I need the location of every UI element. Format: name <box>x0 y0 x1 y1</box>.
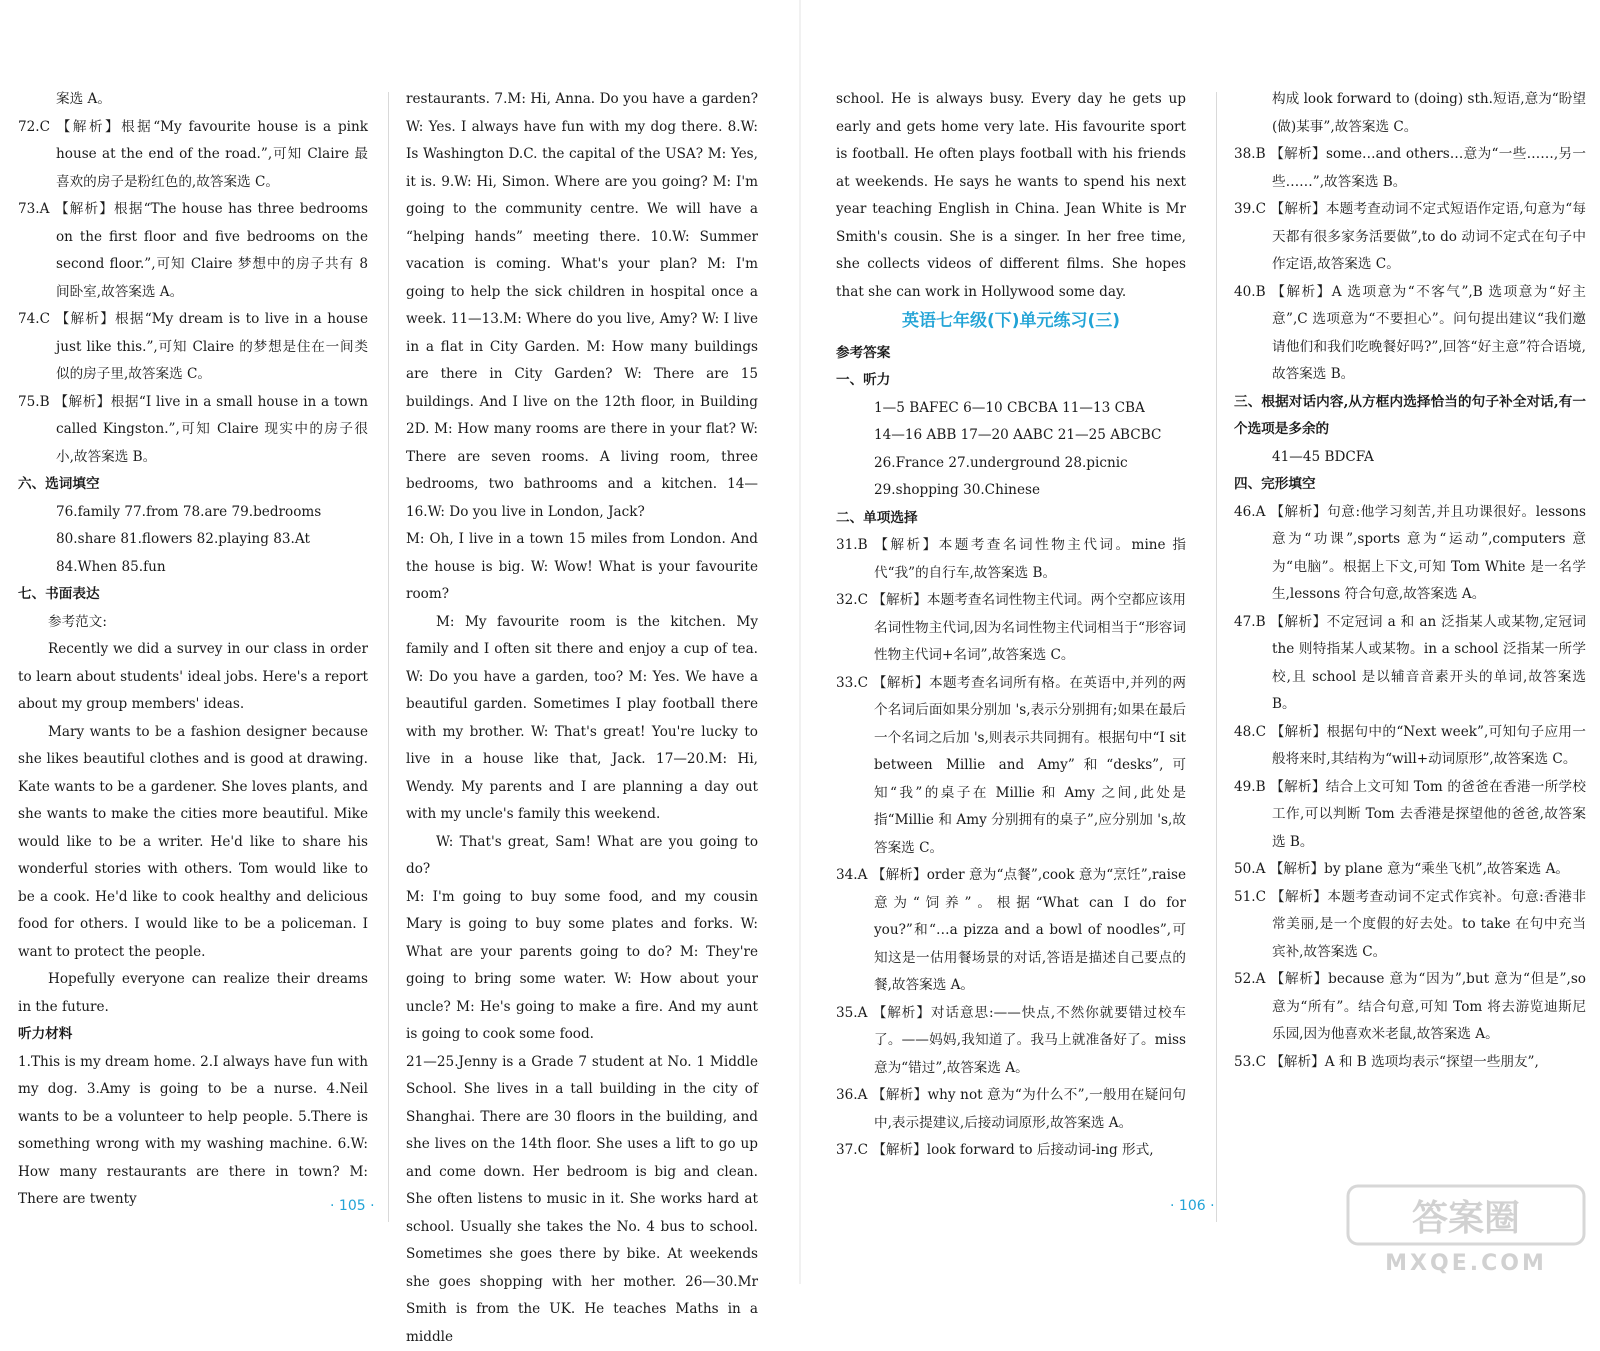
answer-paragraph: W: That's great, Sam! What are you going to do? <box>406 829 758 884</box>
section-heading: 七、书面表达 <box>18 581 368 609</box>
answer-paragraph: 73.A 【解析】根据“The house has three bedrooms on the first floor and five bedrooms on the second floor.”,可知 Claire 梦想中的房子共有 8 间卧室,故答案选 A。 <box>18 196 368 306</box>
answer-paragraph: 参考范文: <box>18 609 368 637</box>
answer-paragraph: 49.B 【解析】结合上文可知 Tom 的爸爸在香港一所学校工作,可以判断 Tom 去香港是探望他的爸爸,故答案选 B。 <box>1234 774 1586 857</box>
page-number-left: · 105 · <box>330 1198 375 1214</box>
answer-paragraph: 46.A 【解析】句意:他学习刻苦,并且功课很好。lessons 意为“功课”,sports 意为“运动”,computers 意为“电脑”。根据上下文,可知 Tom White 是一名学生,lessons 符合句意,故答案选 A。 <box>1234 499 1586 609</box>
answer-paragraph: 29.shopping 30.Chinese <box>836 477 1186 505</box>
answer-paragraph: 76.family 77.from 78.are 79.bedrooms <box>18 499 368 527</box>
answer-paragraph: 38.B 【解析】some…and others…意为“一些……,另一些……”,故答案选 B。 <box>1234 141 1586 196</box>
answer-paragraph: 36.A 【解析】why not 意为“为什么不”,一般用在疑问句中,表示提建议,后接动词原形,故答案选 A。 <box>836 1082 1186 1137</box>
answer-paragraph: 52.A 【解析】because 意为“因为”,but 意为“但是”,so 意为“所有”。结合句意,可知 Tom 将去游览迪斯尼乐园,因为他喜欢米老鼠,故答案选 A。 <box>1234 966 1586 1049</box>
right-page <box>800 0 1600 1284</box>
column-divider <box>1216 92 1217 1222</box>
answer-paragraph: 14—16 ABB 17—20 AABC 21—25 ABCBC <box>836 422 1186 450</box>
section-heading: 四、完形填空 <box>1234 471 1586 499</box>
answer-paragraph: M: I'm going to buy some food, and my cousin Mary is going to buy some plates and forks. W: What are your parents going to do? M: They're going to bring some water. W: How about your uncle? M: He's going to make a fire. And my aunt is going to cook some food. <box>406 884 758 1049</box>
answer-paragraph: 41—45 BDCFA <box>1234 444 1586 472</box>
left-page <box>0 0 800 1284</box>
watermark-logo <box>1346 1184 1586 1276</box>
answer-paragraph: Recently we did a survey in our class in order to learn about students' ideal jobs. Here's a report about my group members' ideas. <box>18 636 368 719</box>
answer-paragraph: 72.C 【解析】根据“My favourite house is a pink house at the end of the road.”,可知 Claire 最喜欢的房子是粉红色的,故答案选 C。 <box>18 114 368 197</box>
answer-paragraph: 75.B 【解析】根据“I live in a small house in a town called Kingston.”,可知 Claire 现实中的房子很小,故答案选 B。 <box>18 389 368 472</box>
answer-paragraph: 47.B 【解析】不定冠词 a 和 an 泛指某人或某物,定冠词 the 则特指某人或某物。in a school 泛指某一所学校,且 school 是以辅音音素开头的单词,故答案选 B。 <box>1234 609 1586 719</box>
answer-paragraph: 1.This is my dream home. 2.I always have fun with my dog. 3.Amy is going to be a nurse. 4.Neil wants to be a volunteer to help people. 5.There is something wrong with my washing machine. 6.W: How many restaurants are there in town? M: There are twenty <box>18 1049 368 1214</box>
answer-paragraph: 33.C 【解析】本题考查名词所有格。在英语中,并列的两个名词后面如果分别加 's,表示分别拥有;如果在最后一个名词之后加 's,则表示共同拥有。根据句中“I sit between Millie and Amy”和“desks”,可知“我”的桌子在 Millie 和 Amy 之间,此处是指“Millie 和 Amy 分别拥有的桌子”,应分别加 's,故答案选 C。 <box>836 670 1186 863</box>
section-heading: 一、听力 <box>836 367 1186 395</box>
answer-paragraph: 32.C 【解析】本题考查名词性物主代词。两个空都应该用名词性物主代词,因为名词性物主代词相当于“形容词性物主代词+名词”,故答案选 C。 <box>836 587 1186 670</box>
answer-paragraph: 40.B 【解析】A 选项意为“不客气”,B 选项意为“好主意”,C 选项意为“不要担心”。问句提出建议“我们邀请他们和我们吃晚餐好吗?”,回答“好主意”符合语境,故答案选 B。 <box>1234 279 1586 389</box>
answer-paragraph: 84.When 85.fun <box>18 554 368 582</box>
section-heading: 听力材料 <box>18 1021 368 1049</box>
section-heading: 二、单项选择 <box>836 505 1186 533</box>
answer-column-3 <box>836 86 1186 1165</box>
answer-paragraph: restaurants. 7.M: Hi, Anna. Do you have a garden? W: Yes. I always have fun with my dog there. 8.W: Is Washington D.C. the capital of the USA? M: Yes, it is. 9.W: Hi, Simon. Where are you going? M: I'm going to the community centre. We will have a “helping hands” meeting there. 10.W: Summer vacation is coming. What's your plan? M: I'm going to help the sick children in hospital once a week. 11—13.M: Where do you live, Amy? W: I live in a flat in City Garden. M: How many buildings are there in City Garden? W: There are 15 buildings. And I live on the 12th floor, in Building 2D. M: How many rooms are there in your flat? W: There are seven rooms. A living room, three bedrooms, two bathrooms and a kitchen. 14—16.W: Do you live in London, Jack? <box>406 86 758 526</box>
answer-paragraph: school. He is always busy. Every day he gets up early and gets home very late. His favourite sport is football. He often plays football with his friends at weekends. He says he wants to spend his next year teaching English in China. Jean White is Mr Smith's cousin. She is a singer. In her free time, she collects videos of different films. She hopes that she can work in Hollywood some day. <box>836 86 1186 306</box>
section-heading: 六、选词填空 <box>18 471 368 499</box>
answer-paragraph: 1—5 BAFEC 6—10 CBCBA 11—13 CBA <box>836 395 1186 423</box>
answer-column-4 <box>1234 86 1586 1076</box>
section-heading: 参考答案 <box>836 340 1186 368</box>
answer-paragraph: 21—25.Jenny is a Grade 7 student at No. 1 Middle School. She lives in a tall building in the city of Shanghai. There are 30 floors in the building, and she lives on the 14th floor. She uses a lift to go up and come down. Her bedroom is big and clean. She often listens to music in it. She works hard at school. Usually she takes the No. 4 bus to school. Sometimes she goes there by bike. At weekends she goes shopping with her mother. 26—30.Mr Smith is from the UK. He teaches Maths in a middle <box>406 1049 758 1351</box>
answer-column-1 <box>18 86 368 1214</box>
answer-paragraph: 53.C 【解析】A 和 B 选项均表示“探望一些朋友”, <box>1234 1049 1586 1077</box>
page-number-text: 106 <box>1179 1198 1206 1214</box>
answer-column-2 <box>406 86 758 1351</box>
watermark-main-text: 答案圈 <box>1412 1198 1520 1239</box>
answer-paragraph: Mary wants to be a fashion designer because she likes beautiful clothes and is good at drawing. Kate wants to be a gardener. She loves plants, and she wants to make the cities more beautiful. Mike would like to be a writer. He'd like to share his wonderful stories with others. Tom would like to be a cook. He'd like to cook healthy and delicious food for others. I would like to be a policeman. I want to protect the people. <box>18 719 368 967</box>
answer-paragraph: M: Oh, I live in a town 15 miles from London. And the house is big. W: Wow! What is your favourite room? <box>406 526 758 609</box>
column-divider <box>388 92 389 1222</box>
page-number-right: · 106 · <box>1170 1198 1215 1214</box>
answer-paragraph: 80.share 81.flowers 82.playing 83.At <box>18 526 368 554</box>
unit-title: 英语七年级(下)单元练习(三) <box>836 308 1186 336</box>
page-number-text: 105 <box>339 1198 366 1214</box>
answer-paragraph: 26.France 27.underground 28.picnic <box>836 450 1186 478</box>
answer-paragraph: M: My favourite room is the kitchen. My family and I often sit there and enjoy a cup of tea. W: Do you have a garden, too? M: Yes. We have a beautiful garden. Sometimes I play football there with my brother. W: That's great! You're lucky to live in a house like that, Jack. 17—20.M: Hi, Wendy. My parents and I are planning a day out with my uncle's family this weekend. <box>406 609 758 829</box>
answer-paragraph: 31.B 【解析】本题考查名词性物主代词。mine 指代“我”的自行车,故答案选 B。 <box>836 532 1186 587</box>
answer-paragraph: 35.A 【解析】对话意思:——快点,不然你就要错过校车了。——妈妈,我知道了。我马上就准备好了。miss 意为“错过”,故答案选 A。 <box>836 1000 1186 1083</box>
answer-paragraph: 34.A 【解析】order 意为“点餐”,cook 意为“烹饪”,raise 意为“饲养”。根据“What can I do for you?”和“…a pizza and a bowl of noodles”,可知这是一估用餐场景的对话,答语是描述自己要点的餐,故答案选 A。 <box>836 862 1186 1000</box>
answer-paragraph: 48.C 【解析】根据句中的“Next week”,可知句子应用一般将来时,其结构为“will+动词原形”,故答案选 C。 <box>1234 719 1586 774</box>
answer-paragraph: Hopefully everyone can realize their dreams in the future. <box>18 966 368 1021</box>
answer-paragraph: 案选 A。 <box>18 86 368 114</box>
answer-paragraph: 39.C 【解析】本题考查动词不定式短语作定语,句意为“每天都有很多家务活要做”,to do 动词不定式在句子中作定语,故答案选 C。 <box>1234 196 1586 279</box>
answer-paragraph: 51.C 【解析】本题考查动词不定式作宾补。句意:香港非常美丽,是一个度假的好去处。to take 在句中充当宾补,故答案选 C。 <box>1234 884 1586 967</box>
answer-paragraph: 74.C 【解析】根据“My dream is to live in a house just like this.”,可知 Claire 的梦想是住在一间类似的房子里,故答案选 C。 <box>18 306 368 389</box>
answer-paragraph: 37.C 【解析】look forward to 后接动词-ing 形式, <box>836 1137 1186 1165</box>
watermark-url-text: MXQE.COM <box>1385 1251 1547 1276</box>
answer-paragraph: 构成 look forward to (doing) sth.短语,意为“盼望(做)某事”,故答案选 C。 <box>1234 86 1586 141</box>
section-heading: 三、根据对话内容,从方框内选择恰当的句子补全对话,有一个选项是多余的 <box>1234 389 1586 444</box>
answer-paragraph: 50.A 【解析】by plane 意为“乘坐飞机”,故答案选 A。 <box>1234 856 1586 884</box>
